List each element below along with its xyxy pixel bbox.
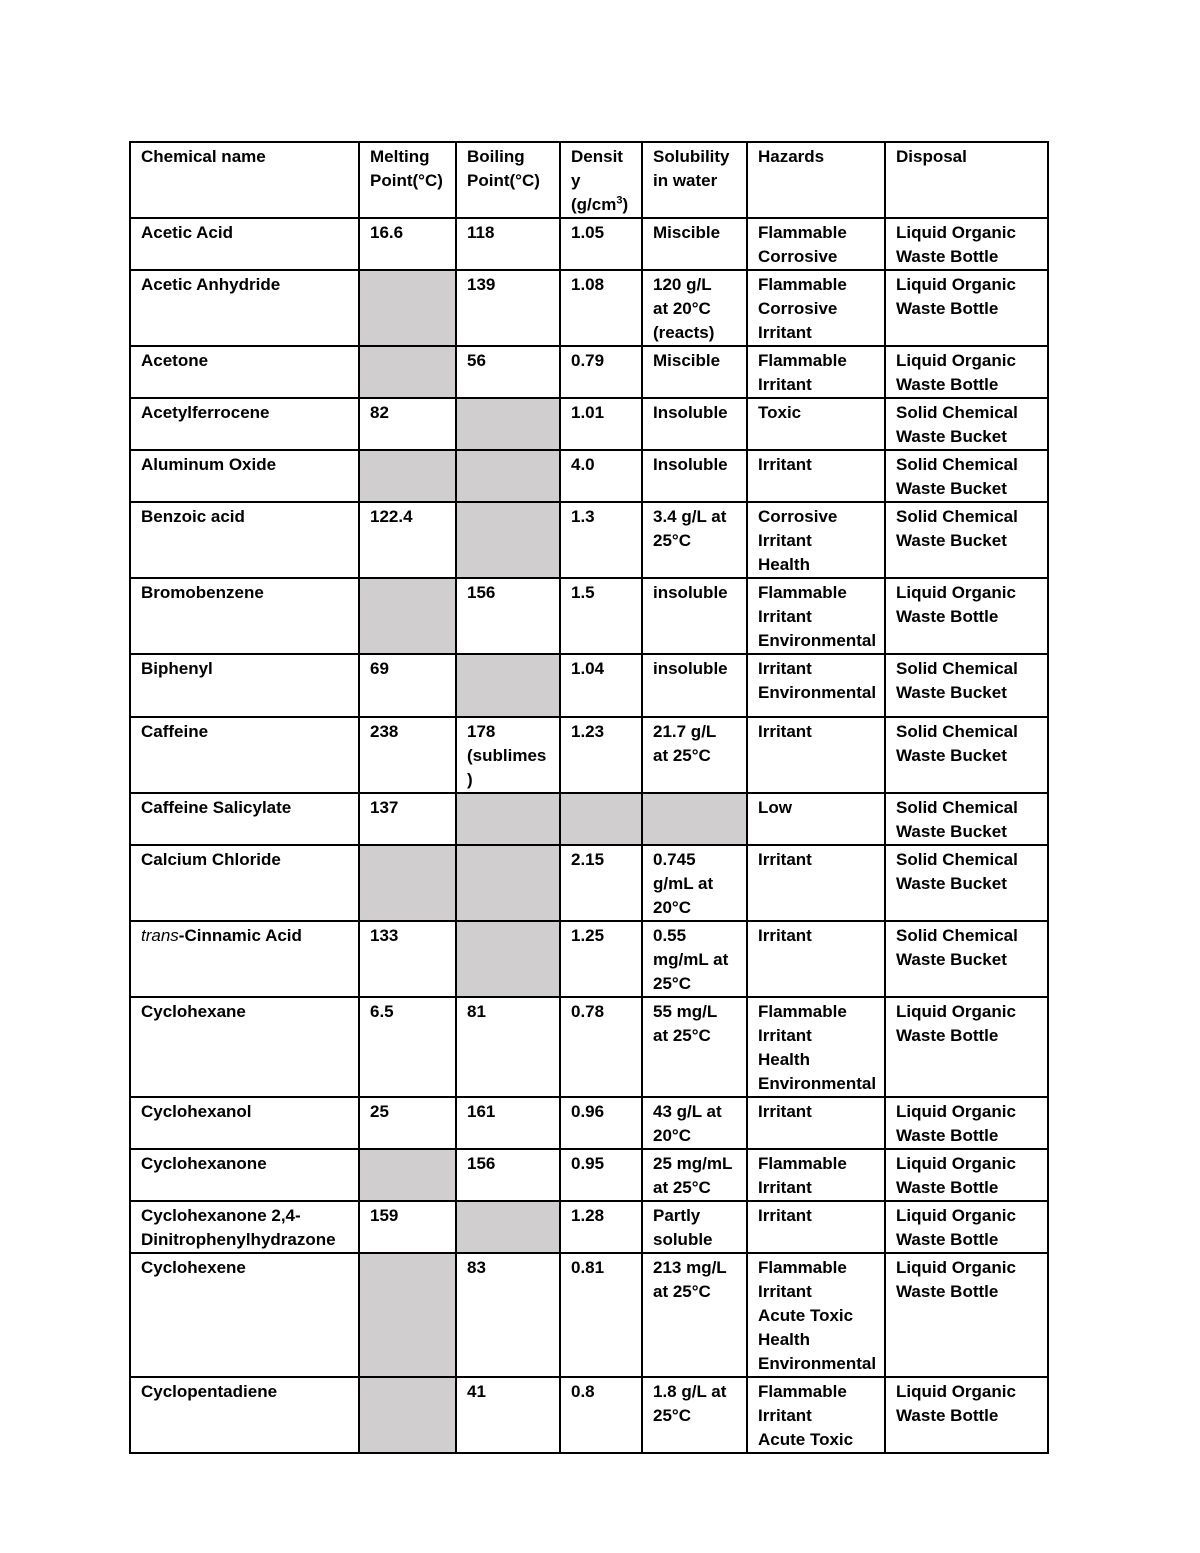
cell-bp: 41: [456, 1377, 560, 1453]
table-body: [130, 218, 1048, 1453]
cell-density: 1.25: [560, 921, 642, 997]
header-chemical-name: Chemical name: [130, 142, 359, 218]
cell-name: Acetic Anhydride: [130, 270, 359, 346]
cell-mp: 133: [359, 921, 456, 997]
table-header-row: [130, 142, 1048, 218]
cell-solubility: 0.55 mg/mL at 25°C: [642, 921, 747, 997]
table-row: [130, 1253, 1048, 1377]
cell-mp: [359, 450, 456, 502]
cell-density: 0.78: [560, 997, 642, 1097]
cell-name: [130, 921, 359, 997]
cell-name: Cyclohexanol: [130, 1097, 359, 1149]
cell-disposal: Liquid Organic Waste Bottle: [885, 578, 1048, 654]
cell-bp: 178 (sublimes ): [456, 717, 560, 793]
header-melting-point: Melting Point(°C): [359, 142, 456, 218]
cell-bp: [456, 398, 560, 450]
cell-name: Cyclohexanone 2,4- Dinitrophenylhydrazone: [130, 1201, 359, 1253]
cell-hazards: Flammable Irritant Acute Toxic Health Environmental: [747, 1253, 885, 1377]
cell-hazards: Flammable Irritant: [747, 346, 885, 398]
cell-density: 1.23: [560, 717, 642, 793]
cell-mp: [359, 845, 456, 921]
table-row: [130, 346, 1048, 398]
cell-density: 1.28: [560, 1201, 642, 1253]
cell-disposal: Solid Chemical Waste Bucket: [885, 654, 1048, 717]
cell-hazards: Corrosive Irritant Health: [747, 502, 885, 578]
header-density-superscript: 3: [616, 194, 623, 207]
cell-bp: 81: [456, 997, 560, 1097]
cell-solubility: [642, 793, 747, 845]
cell-name: Benzoic acid: [130, 502, 359, 578]
cell-mp: 25: [359, 1097, 456, 1149]
cell-bp: 118: [456, 218, 560, 270]
table-row: [130, 921, 1048, 997]
table-row: [130, 793, 1048, 845]
cell-solubility: 213 mg/L at 25°C: [642, 1253, 747, 1377]
cell-mp: 82: [359, 398, 456, 450]
cell-hazards: Flammable Irritant Environmental: [747, 578, 885, 654]
cell-disposal: Liquid Organic Waste Bottle: [885, 346, 1048, 398]
cell-bp: [456, 793, 560, 845]
cell-bp: 156: [456, 1149, 560, 1201]
cell-disposal: Solid Chemical Waste Bucket: [885, 921, 1048, 997]
header-hazards: Hazards: [747, 142, 885, 218]
cell-mp: 69: [359, 654, 456, 717]
cell-density: 1.01: [560, 398, 642, 450]
cell-density: 0.79: [560, 346, 642, 398]
cell-hazards: Flammable Corrosive Irritant: [747, 270, 885, 346]
cell-bp: [456, 1201, 560, 1253]
table-row: [130, 845, 1048, 921]
cell-bp: 156: [456, 578, 560, 654]
table-row: [130, 717, 1048, 793]
cell-mp: 16.6: [359, 218, 456, 270]
cell-bp: 83: [456, 1253, 560, 1377]
cell-hazards: Low: [747, 793, 885, 845]
table-row: [130, 997, 1048, 1097]
cell-density: 0.81: [560, 1253, 642, 1377]
cell-hazards: Irritant: [747, 717, 885, 793]
chemical-name-prefix: trans: [141, 926, 179, 945]
table-row: [130, 270, 1048, 346]
cell-mp: [359, 1253, 456, 1377]
table-row: [130, 218, 1048, 270]
cell-name: Caffeine Salicylate: [130, 793, 359, 845]
cell-solubility: Insoluble: [642, 398, 747, 450]
cell-name: Caffeine: [130, 717, 359, 793]
cell-solubility: 55 mg/L at 25°C: [642, 997, 747, 1097]
cell-mp: 122.4: [359, 502, 456, 578]
cell-name: Acetylferrocene: [130, 398, 359, 450]
cell-disposal: Solid Chemical Waste Bucket: [885, 398, 1048, 450]
cell-disposal: Liquid Organic Waste Bottle: [885, 1149, 1048, 1201]
cell-density: 1.5: [560, 578, 642, 654]
table-row: [130, 578, 1048, 654]
cell-hazards: Irritant Environmental: [747, 654, 885, 717]
cell-disposal: Liquid Organic Waste Bottle: [885, 1253, 1048, 1377]
cell-density: 1.08: [560, 270, 642, 346]
cell-bp: 161: [456, 1097, 560, 1149]
cell-solubility: 21.7 g/L at 25°C: [642, 717, 747, 793]
cell-density: 0.96: [560, 1097, 642, 1149]
cell-solubility: Miscible: [642, 346, 747, 398]
cell-mp: [359, 1377, 456, 1453]
cell-hazards: Irritant: [747, 921, 885, 997]
cell-density: 1.3: [560, 502, 642, 578]
table-row: [130, 654, 1048, 717]
cell-hazards: Irritant: [747, 1097, 885, 1149]
cell-mp: 238: [359, 717, 456, 793]
cell-hazards: Irritant: [747, 845, 885, 921]
table-row: [130, 502, 1048, 578]
cell-name: Cyclohexane: [130, 997, 359, 1097]
cell-solubility: 3.4 g/L at 25°C: [642, 502, 747, 578]
cell-mp: 137: [359, 793, 456, 845]
header-density-close: ): [622, 195, 629, 214]
cell-solubility: 120 g/L at 20°C (reacts): [642, 270, 747, 346]
cell-solubility: 43 g/L at 20°C: [642, 1097, 747, 1149]
table-row: [130, 1377, 1048, 1453]
cell-name: Cyclohexanone: [130, 1149, 359, 1201]
table-row: [130, 398, 1048, 450]
cell-bp: [456, 845, 560, 921]
cell-mp: [359, 578, 456, 654]
table-row: [130, 1097, 1048, 1149]
cell-mp: [359, 1149, 456, 1201]
cell-mp: 6.5: [359, 997, 456, 1097]
cell-mp: [359, 270, 456, 346]
cell-disposal: Liquid Organic Waste Bottle: [885, 1097, 1048, 1149]
header-boiling-point: Boiling Point(°C): [456, 142, 560, 218]
cell-density: 2.15: [560, 845, 642, 921]
header-disposal: Disposal: [885, 142, 1048, 218]
cell-disposal: Solid Chemical Waste Bucket: [885, 793, 1048, 845]
cell-bp: [456, 502, 560, 578]
cell-hazards: Flammable Irritant Health Environmental: [747, 997, 885, 1097]
cell-bp: [456, 450, 560, 502]
cell-name: Biphenyl: [130, 654, 359, 717]
cell-hazards: Flammable Irritant Acute Toxic: [747, 1377, 885, 1453]
cell-bp: 139: [456, 270, 560, 346]
cell-hazards: Toxic: [747, 398, 885, 450]
cell-bp: 56: [456, 346, 560, 398]
table-row: [130, 1149, 1048, 1201]
cell-solubility: 1.8 g/L at 25°C: [642, 1377, 747, 1453]
cell-name: Aluminum Oxide: [130, 450, 359, 502]
cell-name: Cyclohexene: [130, 1253, 359, 1377]
cell-density: 0.8: [560, 1377, 642, 1453]
table-row: [130, 1201, 1048, 1253]
cell-solubility: Partly soluble: [642, 1201, 747, 1253]
chemical-name-text: -Cinnamic Acid: [178, 926, 302, 945]
cell-disposal: Liquid Organic Waste Bottle: [885, 997, 1048, 1097]
cell-solubility: Insoluble: [642, 450, 747, 502]
cell-density: 4.0: [560, 450, 642, 502]
cell-solubility: Miscible: [642, 218, 747, 270]
cell-name: Bromobenzene: [130, 578, 359, 654]
cell-disposal: Liquid Organic Waste Bottle: [885, 270, 1048, 346]
cell-density: 0.95: [560, 1149, 642, 1201]
cell-solubility: insoluble: [642, 654, 747, 717]
cell-solubility: 25 mg/mL at 25°C: [642, 1149, 747, 1201]
cell-solubility: insoluble: [642, 578, 747, 654]
cell-disposal: Solid Chemical Waste Bucket: [885, 845, 1048, 921]
cell-disposal: Solid Chemical Waste Bucket: [885, 450, 1048, 502]
cell-name: Acetic Acid: [130, 218, 359, 270]
cell-mp: 159: [359, 1201, 456, 1253]
cell-bp: [456, 654, 560, 717]
cell-disposal: Liquid Organic Waste Bottle: [885, 1201, 1048, 1253]
cell-density: 1.05: [560, 218, 642, 270]
cell-name: Acetone: [130, 346, 359, 398]
header-density: [560, 142, 642, 218]
header-density-text: Densit y (g/cm: [571, 147, 623, 214]
chemical-data-table: [129, 141, 1049, 1454]
cell-name: Calcium Chloride: [130, 845, 359, 921]
cell-hazards: Irritant: [747, 450, 885, 502]
cell-disposal: Liquid Organic Waste Bottle: [885, 1377, 1048, 1453]
cell-density: [560, 793, 642, 845]
cell-mp: [359, 346, 456, 398]
cell-disposal: Liquid Organic Waste Bottle: [885, 218, 1048, 270]
cell-name: Cyclopentadiene: [130, 1377, 359, 1453]
cell-density: 1.04: [560, 654, 642, 717]
cell-hazards: Irritant: [747, 1201, 885, 1253]
cell-disposal: Solid Chemical Waste Bucket: [885, 717, 1048, 793]
header-solubility: Solubility in water: [642, 142, 747, 218]
cell-hazards: Flammable Corrosive: [747, 218, 885, 270]
table-row: [130, 450, 1048, 502]
cell-bp: [456, 921, 560, 997]
cell-disposal: Solid Chemical Waste Bucket: [885, 502, 1048, 578]
cell-hazards: Flammable Irritant: [747, 1149, 885, 1201]
cell-solubility: 0.745 g/mL at 20°C: [642, 845, 747, 921]
